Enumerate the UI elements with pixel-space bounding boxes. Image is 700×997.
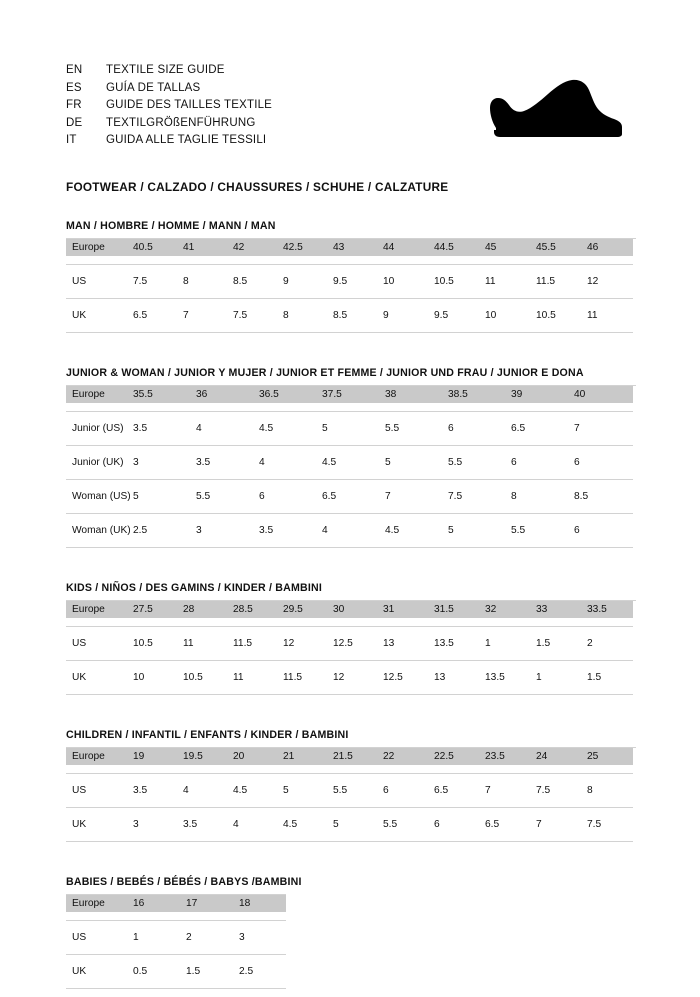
row-label: UK <box>66 307 128 324</box>
cell: 3.5 <box>178 816 228 833</box>
cell: 5.5 <box>506 522 569 539</box>
cell: 2.5 <box>128 522 191 539</box>
language-code: ES <box>66 81 82 94</box>
cell: 13.5 <box>429 635 480 652</box>
cell: 6 <box>506 454 569 471</box>
table-row <box>66 420 633 437</box>
language-code: DE <box>66 116 83 129</box>
cell: 28.5 <box>228 601 278 618</box>
cell: 5 <box>328 816 378 833</box>
row-label: Woman (UK) <box>66 522 128 539</box>
cell: 8.5 <box>328 307 378 324</box>
cell: 6.5 <box>480 816 531 833</box>
cell: 4.5 <box>317 454 380 471</box>
cell: 45 <box>480 239 531 256</box>
cell: 5 <box>278 782 328 799</box>
cell: 40.5 <box>128 239 178 256</box>
cell: 31.5 <box>429 601 480 618</box>
cell: 8 <box>178 273 228 290</box>
cell: 10.5 <box>531 307 582 324</box>
cell: 33.5 <box>582 601 633 618</box>
cell: 1 <box>531 669 582 686</box>
cell: 9.5 <box>328 273 378 290</box>
cell: 24 <box>531 748 582 765</box>
cell: 42.5 <box>278 239 328 256</box>
cell: 11 <box>582 307 633 324</box>
cell: 6.5 <box>317 488 380 505</box>
cell: 5 <box>128 488 191 505</box>
cell: 5.5 <box>380 420 443 437</box>
language-title: GUIDA ALLE TAGLIE TESSILI <box>106 134 267 146</box>
row-label: Europe <box>66 895 128 912</box>
cell: 43 <box>328 239 378 256</box>
table-row <box>66 816 633 833</box>
cell: 12 <box>278 635 328 652</box>
cell: 16 <box>128 895 181 912</box>
section-title: CHILDREN / INFANTIL / ENFANTS / KINDER / BAMBINI <box>66 729 349 741</box>
cell: 5.5 <box>328 782 378 799</box>
cell: 36.5 <box>254 386 317 403</box>
cell: 4 <box>228 816 278 833</box>
cell: 32 <box>480 601 531 618</box>
cell: 6.5 <box>429 782 480 799</box>
cell: 46 <box>582 239 633 256</box>
table-row <box>66 454 633 471</box>
cell: 39 <box>506 386 569 403</box>
cell: 38.5 <box>443 386 506 403</box>
cell: 38 <box>380 386 443 403</box>
row-label: Europe <box>66 601 128 618</box>
cell: 17 <box>181 895 234 912</box>
cell: 36 <box>191 386 254 403</box>
cell: 2 <box>582 635 633 652</box>
cell: 44.5 <box>429 239 480 256</box>
cell: 12 <box>328 669 378 686</box>
cell: 7.5 <box>228 307 278 324</box>
cell: 31 <box>378 601 429 618</box>
cell: 4.5 <box>228 782 278 799</box>
cell: 5 <box>317 420 380 437</box>
row-label: Junior (UK) <box>66 454 128 471</box>
section-junior-woman <box>66 367 636 556</box>
cell: 27.5 <box>128 601 178 618</box>
cell: 6.5 <box>128 307 178 324</box>
table-row <box>66 782 633 799</box>
cell: 3 <box>234 929 286 946</box>
row-label: Woman (US) <box>66 488 128 505</box>
cell: 21 <box>278 748 328 765</box>
cell: 10.5 <box>178 669 228 686</box>
cell: 8.5 <box>228 273 278 290</box>
cell: 23.5 <box>480 748 531 765</box>
cell: 12 <box>582 273 633 290</box>
cell: 3.5 <box>128 420 191 437</box>
cell: 9 <box>278 273 328 290</box>
size-table-man <box>66 239 633 341</box>
table-row <box>66 488 633 505</box>
cell: 6 <box>569 522 633 539</box>
cell: 13 <box>429 669 480 686</box>
cell: 13.5 <box>480 669 531 686</box>
section-title: KIDS / NIÑOS / DES GAMINS / KINDER / BAMBINI <box>66 582 323 594</box>
cell: 7 <box>531 816 582 833</box>
cell: 3.5 <box>191 454 254 471</box>
cell: 8 <box>278 307 328 324</box>
cell: 10.5 <box>429 273 480 290</box>
cell: 7 <box>178 307 228 324</box>
dress-shoe-icon <box>446 72 626 144</box>
cell: 22.5 <box>429 748 480 765</box>
cell: 45.5 <box>531 239 582 256</box>
cell: 5 <box>380 454 443 471</box>
language-code: IT <box>66 134 77 146</box>
cell: 1 <box>128 929 181 946</box>
row-label: Junior (US) <box>66 420 128 437</box>
cell: 30 <box>328 601 378 618</box>
cell: 4.5 <box>278 816 328 833</box>
language-title: GUIDE DES TAILLES TEXTILE <box>106 99 273 111</box>
cell: 13 <box>378 635 429 652</box>
cell: 2 <box>181 929 234 946</box>
row-label: US <box>66 273 128 290</box>
cell: 4 <box>317 522 380 539</box>
section-babies <box>66 876 636 997</box>
language-code: EN <box>66 64 83 76</box>
cell: 22 <box>378 748 429 765</box>
cell: 0.5 <box>128 963 181 980</box>
cell: 7.5 <box>582 816 633 833</box>
cell: 29.5 <box>278 601 328 618</box>
cell: 3.5 <box>128 782 178 799</box>
cell: 4 <box>254 454 317 471</box>
table-row <box>66 963 286 980</box>
table-row <box>66 929 286 946</box>
table-row <box>66 669 633 686</box>
table-row <box>66 307 633 324</box>
table-row <box>66 601 633 618</box>
cell: 41 <box>178 239 228 256</box>
cell: 7 <box>480 782 531 799</box>
cell: 11 <box>178 635 228 652</box>
table-row <box>66 635 633 652</box>
table-row <box>66 273 633 290</box>
cell: 19 <box>128 748 178 765</box>
cell: 6 <box>254 488 317 505</box>
cell: 10.5 <box>128 635 178 652</box>
cell: 3 <box>128 816 178 833</box>
cell: 2.5 <box>234 963 286 980</box>
cell: 11 <box>228 669 278 686</box>
cell: 18 <box>234 895 286 912</box>
cell: 7.5 <box>443 488 506 505</box>
cell: 1.5 <box>582 669 633 686</box>
cell: 7 <box>569 420 633 437</box>
cell: 11.5 <box>278 669 328 686</box>
section-children <box>66 729 636 850</box>
cell: 6 <box>443 420 506 437</box>
cell: 1.5 <box>181 963 234 980</box>
language-title: TEXTILE SIZE GUIDE <box>106 64 225 76</box>
cell: 44 <box>378 239 429 256</box>
cell: 19.5 <box>178 748 228 765</box>
cell: 28 <box>178 601 228 618</box>
cell: 3.5 <box>254 522 317 539</box>
table-row <box>66 239 633 256</box>
language-title: GUÍA DE TALLAS <box>106 81 201 94</box>
footwear-category-title: FOOTWEAR / CALZADO / CHAUSSURES / SCHUHE / CALZATURE <box>66 180 449 194</box>
cell: 10 <box>128 669 178 686</box>
table-row <box>66 895 286 912</box>
row-label: UK <box>66 963 128 980</box>
table-row <box>66 522 633 539</box>
cell: 9.5 <box>429 307 480 324</box>
cell: 21.5 <box>328 748 378 765</box>
row-label: UK <box>66 669 128 686</box>
cell: 6.5 <box>506 420 569 437</box>
cell: 3 <box>191 522 254 539</box>
cell: 4.5 <box>254 420 317 437</box>
cell: 12.5 <box>328 635 378 652</box>
row-label: Europe <box>66 239 128 256</box>
size-table-babies <box>66 895 286 997</box>
table-row <box>66 386 633 403</box>
cell: 4.5 <box>380 522 443 539</box>
cell: 10 <box>480 307 531 324</box>
row-label: US <box>66 782 128 799</box>
cell: 33 <box>531 601 582 618</box>
section-kids <box>66 582 636 703</box>
row-label: Europe <box>66 386 128 403</box>
cell: 8 <box>582 782 633 799</box>
cell: 6 <box>429 816 480 833</box>
cell: 12.5 <box>378 669 429 686</box>
cell: 5.5 <box>191 488 254 505</box>
cell: 10 <box>378 273 429 290</box>
cell: 5.5 <box>378 816 429 833</box>
cell: 7 <box>380 488 443 505</box>
cell: 6 <box>378 782 429 799</box>
section-title: JUNIOR & WOMAN / JUNIOR Y MUJER / JUNIOR ET FEMME / JUNIOR UND FRAU / JUNIOR E DONA <box>66 367 584 379</box>
page-header <box>66 62 636 158</box>
language-title: TEXTILGRÖßENFÜHRUNG <box>106 116 256 129</box>
section-man <box>66 220 636 341</box>
cell: 1.5 <box>531 635 582 652</box>
language-code: FR <box>66 99 82 111</box>
cell: 25 <box>582 748 633 765</box>
cell: 40 <box>569 386 633 403</box>
cell: 5.5 <box>443 454 506 471</box>
cell: 5 <box>443 522 506 539</box>
cell: 4 <box>191 420 254 437</box>
cell: 7.5 <box>128 273 178 290</box>
cell: 8.5 <box>569 488 633 505</box>
cell: 3 <box>128 454 191 471</box>
cell: 6 <box>569 454 633 471</box>
cell: 11.5 <box>531 273 582 290</box>
cell: 11 <box>480 273 531 290</box>
cell: 42 <box>228 239 278 256</box>
row-label: UK <box>66 816 128 833</box>
cell: 4 <box>178 782 228 799</box>
cell: 11.5 <box>228 635 278 652</box>
cell: 35.5 <box>128 386 191 403</box>
section-title: MAN / HOMBRE / HOMME / MANN / MAN <box>66 220 276 232</box>
cell: 20 <box>228 748 278 765</box>
cell: 9 <box>378 307 429 324</box>
cell: 1 <box>480 635 531 652</box>
row-label: US <box>66 635 128 652</box>
cell: 8 <box>506 488 569 505</box>
table-row <box>66 748 633 765</box>
size-table-children <box>66 748 633 850</box>
cell: 7.5 <box>531 782 582 799</box>
size-table-kids <box>66 601 633 703</box>
cell: 37.5 <box>317 386 380 403</box>
size-table-junior-woman <box>66 386 633 556</box>
row-label: US <box>66 929 128 946</box>
row-label: Europe <box>66 748 128 765</box>
section-title: BABIES / BEBÉS / BÉBÉS / BABYS /BAMBINI <box>66 876 302 888</box>
